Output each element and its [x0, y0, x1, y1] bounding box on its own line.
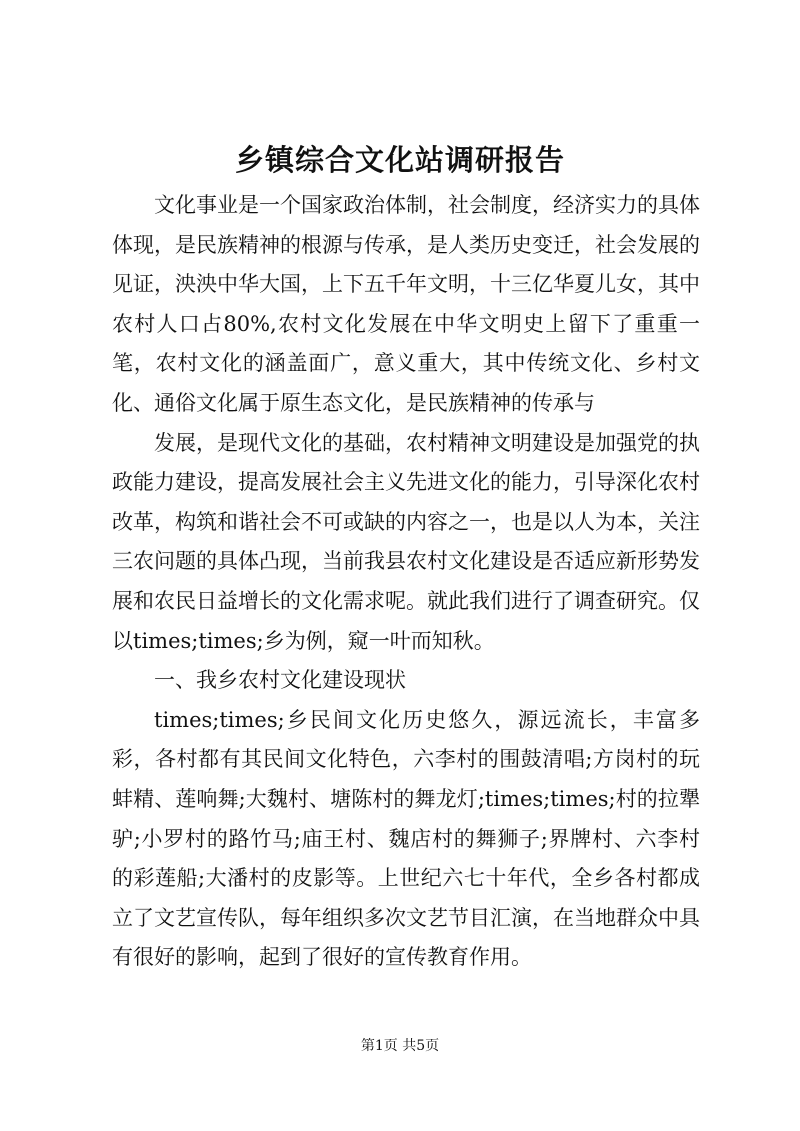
paragraph-development: 发展，是现代文化的基础，农村精神文明建设是加强党的执政能力建设，提高发展社会主义先进文化的能力，引导深化农村改革，构筑和谐社会不可或缺的内容之一，也是以人为本，关注三农问题的具体凸现，当前我县农村文化建设是否适应新形势发展和农民日益增长的文化需求呢。就此我们进行了调查研究。仅以times;times;乡为例，窥一叶而知秋。: [112, 430, 700, 653]
document-body: [112, 186, 700, 978]
document-title: 乡镇综合文化站调研报告: [234, 143, 565, 177]
section-heading-status: 一、我乡农村文化建设现状: [154, 668, 406, 693]
page-footer: 第1页 共5页: [360, 1038, 440, 1054]
paragraph-folk-culture: times;times;乡民间文化历史悠久，源远流长，丰富多彩，各村都有其民间文化特色，六李村的围鼓清唱;方岗村的玩蚌精、莲响舞;大魏村、塘陈村的舞龙灯;times;times;村的拉犟驴;小罗村的路竹马;庙王村、魏店村的舞狮子;界牌村、六李村的彩莲船;大潘村的皮影等。上世纪六七十年代，全乡各村都成立了文艺宣传队，每年组织多次文艺节目汇演，在当地群众中具有很好的影响，起到了很好的宣传教育作用。: [112, 707, 700, 970]
paragraph-intro: 文化事业是一个国家政治体制，社会制度，经济实力的具体体现，是民族精神的根源与传承，是人类历史变迁，社会发展的见证，泱泱中华大国，上下五千年文明，十三亿华夏儿女，其中农村人口占80%,农村文化发展在中华文明史上留下了重重一笔，农村文化的涵盖面广，意义重大，其中传统文化、乡村文化、通俗文化属于原生态文化，是民族精神的传承与: [112, 193, 700, 415]
